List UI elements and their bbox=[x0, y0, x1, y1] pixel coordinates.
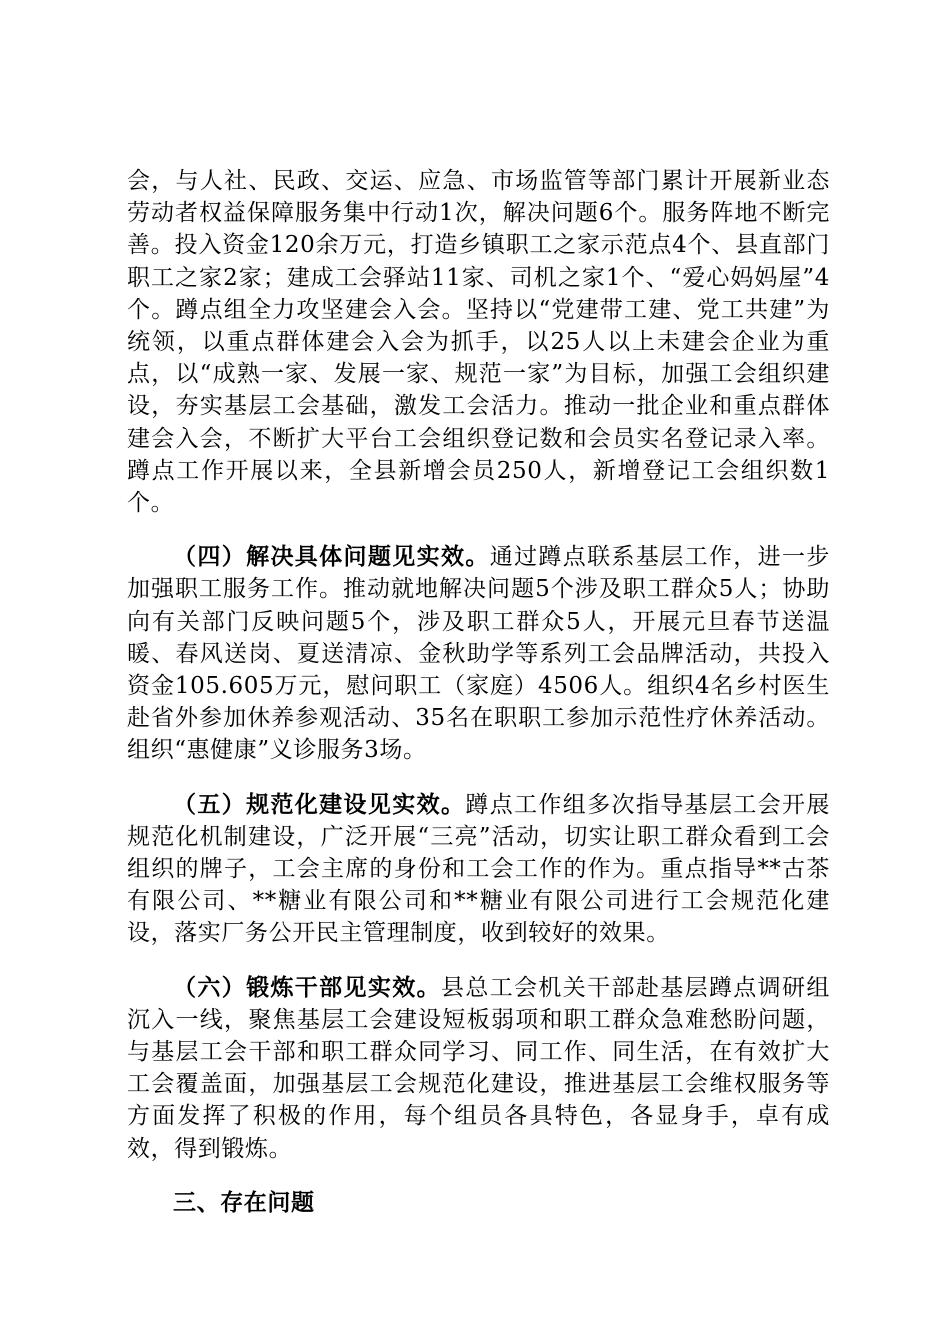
paragraph-continued bbox=[127, 165, 830, 519]
paragraph-continued-text: 会，与人社、民政、交运、应急、市场监管等部门累计开展新业态劳动者权益保障服务集中行动1次，解决问题6个。服务阵地不断完善。投入资金120余万元，打造乡镇职工之家示范点4个、县直部门职工之家2家；建成工会驿站11家、司机之家1个、“爱心妈妈屋”4个。蹲点组全力攻坚建会入会。坚持以“党建带工建、党工共建”为统领，以重点群体建会入会为抓手，以25人以上未建会企业为重点，以“成熟一家、发展一家、规范一家”为目标，加强工会组织建设，夯实基层工会基础，激发工会活力。推动一批企业和重点群体建会入会，不断扩大平台工会组织登记数和会员实名登记录入率。蹲点工作开展以来，全县新增会员250人，新增登记工会组织数1个。 bbox=[127, 168, 830, 517]
section-four bbox=[127, 541, 830, 766]
section-four-body: 通过蹲点联系基层工作，进一步加强职工服务工作。推动就地解决问题5个涉及职工群众5人；协助向有关部门反映问题5个，涉及职工群众5人，开展元旦春节送温暖、春风送岗、夏送清凉、金秋助学等系列工会品牌活动，共投入资金105.605万元，慰问职工（家庭）4506人。组织4名乡村医生赴省外参加休养参观活动、35名在职职工参加示范性疗休养活动。组织“惠健康”义诊服务3场。 bbox=[127, 544, 830, 764]
section-five bbox=[127, 789, 830, 950]
section-four-lead: （四）解决具体问题见实效。 bbox=[173, 544, 490, 571]
section-six-body: 县总工会机关干部赴基层蹲点调研组沉入一线，聚焦基层工会建设短板弱项和职工群众急难愁盼问题，与基层工会干部和职工群众同学习、同工作、同生活，在有效扩大工会覆盖面，加强基层工会规范化建设，推进基层工会维权服务等方面发挥了积极的作用，每个组员各具特色，各显身手，卓有成效，得到锻炼。 bbox=[127, 974, 830, 1162]
section-five-lead: （五）规范化建设见实效。 bbox=[173, 791, 466, 818]
document-body bbox=[127, 165, 830, 1219]
section-six-lead: （六）锻炼干部见实效。 bbox=[173, 974, 441, 1001]
section-five-body: 蹲点工作组多次指导基层工会开展规范化机制建设，广泛开展“三亮”活动，切实让职工群众看到工会组织的牌子，工会主席的身份和工会工作的作为。重点指导**古茶有限公司、**糖业有限公司和**糖业有限公司进行工会规范化建设，落实厂务公开民主管理制度，收到较好的效果。 bbox=[127, 791, 831, 947]
section-heading-issues: 三、存在问题 bbox=[173, 1189, 315, 1216]
section-six bbox=[127, 972, 830, 1165]
